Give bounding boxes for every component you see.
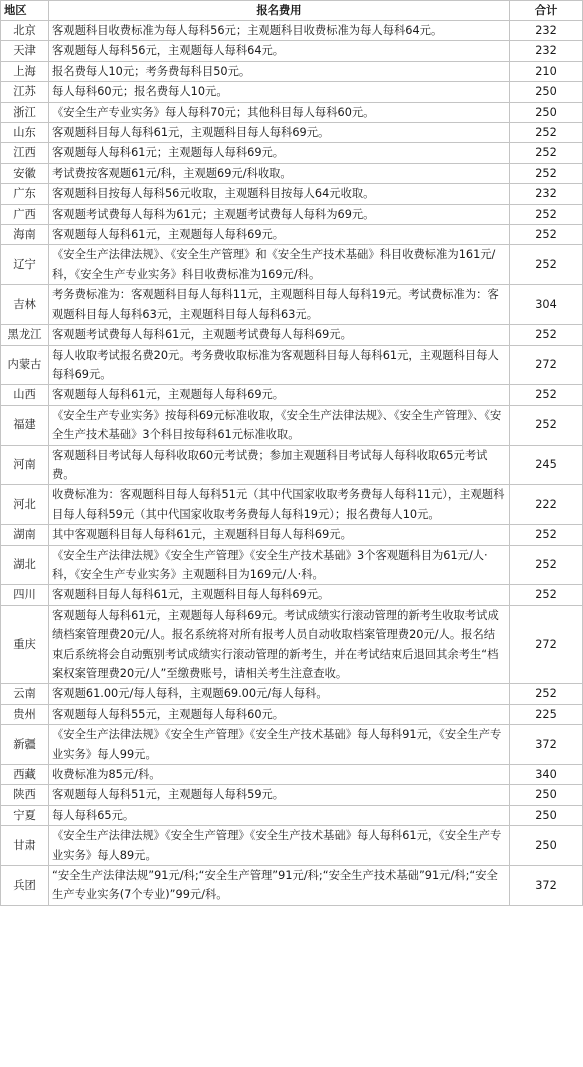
region-cell: 江苏 [1, 82, 49, 102]
region-cell: 黑龙江 [1, 325, 49, 345]
fee-cell: 收费标准为85元/科。 [49, 765, 510, 785]
fee-cell: 报名费每人10元；考务费每科目50元。 [49, 61, 510, 81]
table-row [1, 184, 583, 204]
total-cell: 252 [510, 143, 583, 163]
total-cell: 252 [510, 123, 583, 143]
column-header-total: 合计 [510, 1, 583, 21]
total-cell: 372 [510, 725, 583, 765]
region-cell: 甘肃 [1, 826, 49, 866]
fee-cell: 《安全生产法律法规》《安全生产管理》《安全生产技术基础》3个客观题科目为61元/人·科，《安全生产专业实务》主观题科目为169元/人·科。 [49, 545, 510, 585]
region-cell: 湖北 [1, 545, 49, 585]
column-header-fee: 报名费用 [49, 1, 510, 21]
total-cell: 252 [510, 585, 583, 605]
fee-cell: 《安全生产法律法规》、《安全生产管理》和《安全生产技术基础》科目收费标准为161元/科，《安全生产专业实务》科目收费标准为169元/科。 [49, 245, 510, 285]
fee-cell: 客观题每人每科55元，主观题每人每科60元。 [49, 704, 510, 724]
table-row [1, 285, 583, 325]
table-row [1, 445, 583, 485]
fee-cell: 每人每科65元。 [49, 805, 510, 825]
fee-cell: 《安全生产专业实务》每人每科70元；其他科目每人每科60元。 [49, 102, 510, 122]
fee-cell: 客观题每人每科61元，主观题每人每科69元。 [49, 385, 510, 405]
region-cell: 海南 [1, 225, 49, 245]
column-header-region: 地区 [1, 1, 49, 21]
total-cell: 245 [510, 445, 583, 485]
fee-cell: 《安全生产专业实务》按每科69元标准收取，《安全生产法律法规》、《安全生产管理》、《安全生产技术基础》3个科目按每科61元标准收取。 [49, 405, 510, 445]
table-row [1, 123, 583, 143]
total-cell: 250 [510, 826, 583, 866]
region-cell: 河北 [1, 485, 49, 525]
fee-cell: 客观题考试费每人每科61元，主观题考试费每人每科69元。 [49, 325, 510, 345]
fee-cell: 客观题每人每科51元，主观题每人每科59元。 [49, 785, 510, 805]
fee-cell: 客观题科目收费标准为每人每科56元；主观题科目收费标准为每人每科64元。 [49, 21, 510, 41]
region-cell: 内蒙古 [1, 345, 49, 385]
fee-cell: 每人收取考试报名费20元。考务费收取标准为客观题科目每人每科61元，主观题科目每人每科69元。 [49, 345, 510, 385]
fee-cell: 客观题科目每人每科61元，主观题科目每人每科69元。 [49, 123, 510, 143]
table-row [1, 525, 583, 545]
total-cell: 372 [510, 866, 583, 906]
table-row [1, 485, 583, 525]
table-row [1, 204, 583, 224]
region-cell: 河南 [1, 445, 49, 485]
region-cell: 陕西 [1, 785, 49, 805]
fee-cell: 客观题每人每科56元，主观题每人每科64元。 [49, 41, 510, 61]
total-cell: 252 [510, 245, 583, 285]
total-cell: 250 [510, 785, 583, 805]
region-cell: 安徽 [1, 163, 49, 183]
table-row [1, 245, 583, 285]
region-cell: 浙江 [1, 102, 49, 122]
total-cell: 252 [510, 684, 583, 704]
fee-cell: 《安全生产法律法规》《安全生产管理》《安全生产技术基础》每人每科91元，《安全生产专业实务》每人99元。 [49, 725, 510, 765]
table-row [1, 805, 583, 825]
region-cell: 西藏 [1, 765, 49, 785]
fee-cell: 其中客观题科目每人每科61元，主观题科目每人每科69元。 [49, 525, 510, 545]
fee-cell: 客观题每人每科61元，主观题每人每科69元。 [49, 225, 510, 245]
fee-cell: 考务费标准为：客观题科目每人每科11元，主观题科目每人每科19元。考试费标准为：客观题科目每人每科63元，主观题科目每人每科63元。 [49, 285, 510, 325]
table-row [1, 826, 583, 866]
table-row [1, 684, 583, 704]
fee-cell: 客观题科目按每人每科56元收取，主观题科目按每人64元收取。 [49, 184, 510, 204]
table-header-row [1, 1, 583, 21]
total-cell: 232 [510, 21, 583, 41]
region-cell: 兵团 [1, 866, 49, 906]
total-cell: 250 [510, 102, 583, 122]
total-cell: 304 [510, 285, 583, 325]
region-cell: 新疆 [1, 725, 49, 765]
total-cell: 252 [510, 225, 583, 245]
table-row [1, 41, 583, 61]
table-row [1, 143, 583, 163]
region-cell: 广东 [1, 184, 49, 204]
fee-cell: 考试费按客观题61元/科，主观题69元/科收取。 [49, 163, 510, 183]
total-cell: 252 [510, 525, 583, 545]
total-cell: 250 [510, 82, 583, 102]
table-row [1, 585, 583, 605]
fee-cell: 每人每科60元；报名费每人10元。 [49, 82, 510, 102]
total-cell: 250 [510, 805, 583, 825]
fee-cell: 客观题61.00元/每人每科，主观题69.00元/每人每科。 [49, 684, 510, 704]
region-cell: 辽宁 [1, 245, 49, 285]
fee-cell: 客观题科目考试每人每科收取60元考试费；参加主观题科目考试每人每科收取65元考试费。 [49, 445, 510, 485]
table-row [1, 704, 583, 724]
total-cell: 252 [510, 163, 583, 183]
region-cell: 湖南 [1, 525, 49, 545]
total-cell: 252 [510, 545, 583, 585]
total-cell: 210 [510, 61, 583, 81]
total-cell: 272 [510, 605, 583, 684]
table-row [1, 866, 583, 906]
region-cell: 云南 [1, 684, 49, 704]
region-cell: 吉林 [1, 285, 49, 325]
fee-cell: 客观题考试费每人每科为61元；主观题考试费每人每科为69元。 [49, 204, 510, 224]
table-row [1, 82, 583, 102]
fee-cell: 客观题科目每人每科61元，主观题科目每人每科69元。 [49, 585, 510, 605]
table-body [1, 21, 583, 906]
region-cell: 福建 [1, 405, 49, 445]
region-cell: 贵州 [1, 704, 49, 724]
fee-cell: 收费标准为：客观题科目每人每科51元（其中代国家收取考务费每人每科11元），主观题科目每人每科59元（其中代国家收取考务费每人每科19元）；报名费每人10元。 [49, 485, 510, 525]
table-row [1, 765, 583, 785]
region-cell: 天津 [1, 41, 49, 61]
table-row [1, 785, 583, 805]
region-cell: 山西 [1, 385, 49, 405]
total-cell: 225 [510, 704, 583, 724]
fee-cell: “安全生产法律法规”91元/科;“安全生产管理”91元/科;“安全生产技术基础”91元/科;“安全生产专业实务(7个专业)”99元/科。 [49, 866, 510, 906]
table-row [1, 545, 583, 585]
table-row [1, 102, 583, 122]
table-row [1, 163, 583, 183]
total-cell: 272 [510, 345, 583, 385]
region-cell: 江西 [1, 143, 49, 163]
region-cell: 四川 [1, 585, 49, 605]
table-row [1, 405, 583, 445]
total-cell: 232 [510, 184, 583, 204]
fee-cell: 客观题每人每科61元，主观题每人每科69元。考试成绩实行滚动管理的新考生收取考试成绩档案管理费20元/人。报名系统将对所有报考人员自动收取档案管理费20元/人。报名结束后系统将会自动甄别考试成绩实行滚动管理的新考生，并在考试结束后退回其余考生“档案权案管理费20元/人”至缴费账号，请相关考生注意查收。 [49, 605, 510, 684]
total-cell: 252 [510, 204, 583, 224]
table-row [1, 325, 583, 345]
table-row [1, 225, 583, 245]
total-cell: 252 [510, 405, 583, 445]
region-cell: 上海 [1, 61, 49, 81]
total-cell: 340 [510, 765, 583, 785]
region-cell: 广西 [1, 204, 49, 224]
total-cell: 252 [510, 325, 583, 345]
table-row [1, 345, 583, 385]
table-row [1, 605, 583, 684]
table-row [1, 21, 583, 41]
region-cell: 山东 [1, 123, 49, 143]
region-cell: 重庆 [1, 605, 49, 684]
fee-cell: 《安全生产法律法规》《安全生产管理》《安全生产技术基础》每人每科61元，《安全生产专业实务》每人89元。 [49, 826, 510, 866]
table-row [1, 61, 583, 81]
fee-cell: 客观题每人每科61元；主观题每人每科69元。 [49, 143, 510, 163]
region-cell: 北京 [1, 21, 49, 41]
total-cell: 232 [510, 41, 583, 61]
total-cell: 222 [510, 485, 583, 525]
table-row [1, 385, 583, 405]
total-cell: 252 [510, 385, 583, 405]
region-cell: 宁夏 [1, 805, 49, 825]
table-row [1, 725, 583, 765]
